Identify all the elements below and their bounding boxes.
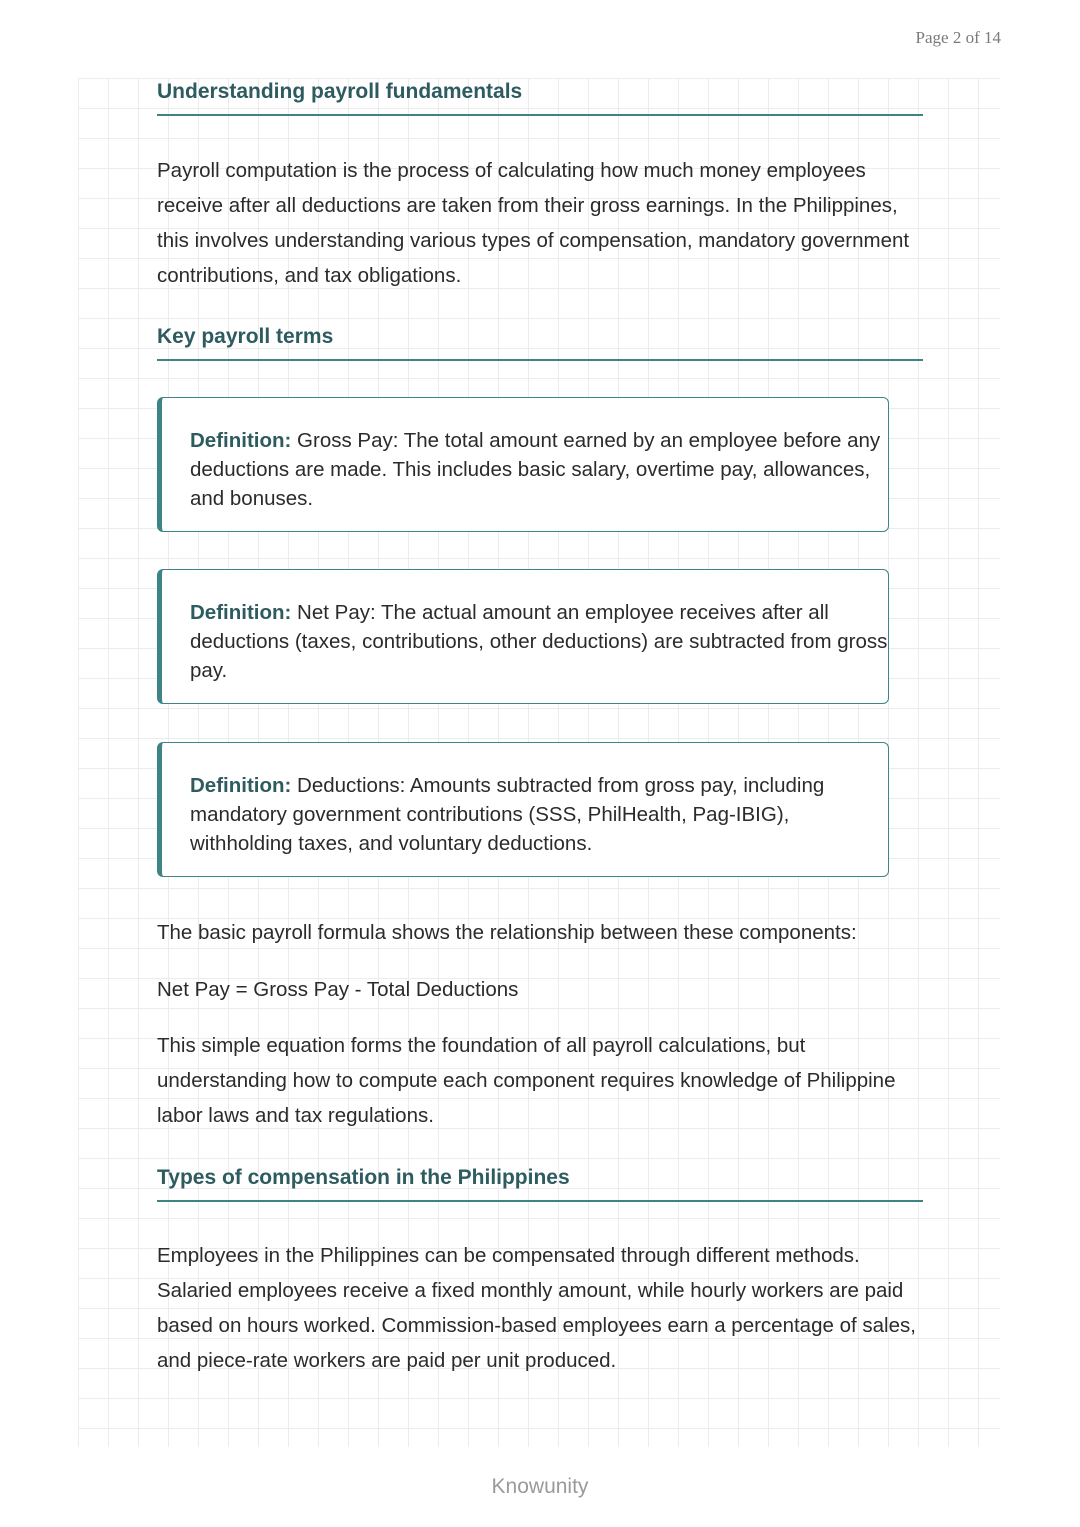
page-number: Page 2 of 14 bbox=[915, 28, 1001, 47]
definition-label: Definition: bbox=[190, 774, 292, 797]
definition-text: Deductions: Amounts subtracted from gross pay, including mandatory government contributions (SSS, PhilHealth, Pag-IBIG), withholding taxes, and voluntary deductions. bbox=[190, 774, 825, 855]
definition-box-net-pay bbox=[157, 569, 889, 704]
formula-note: This simple equation forms the foundation of all payroll calculations, but understanding how to compute each component requires knowledge of Philippine labor laws and tax regulations. bbox=[157, 1034, 896, 1127]
footer-brand: Knowunity bbox=[491, 1475, 589, 1498]
fundamentals-paragraph: Payroll computation is the process of calculating how much money employees receive after all deductions are taken from their gross earnings. In the Philippines, this involves understanding various types of compensation, mandatory government contributions, and tax obligations. bbox=[157, 159, 910, 287]
section-heading-fundamentals: Understanding payroll fundamentals bbox=[157, 80, 923, 116]
payroll-formula: Net Pay = Gross Pay - Total Deductions bbox=[157, 978, 519, 1001]
section-heading-key-terms: Key payroll terms bbox=[157, 325, 923, 361]
definition-box-deductions bbox=[157, 742, 889, 877]
compensation-paragraph: Employees in the Philippines can be compensated through different methods. Salaried employees receive a fixed monthly amount, while hourly workers are paid based on hours worked. Commission-based employees earn a percentage of sales, and piece-rate workers are paid per unit produced. bbox=[157, 1244, 916, 1372]
definition-text: Gross Pay: The total amount earned by an employee before any deductions are made. This includes basic salary, overtime pay, allowances, and bonuses. bbox=[190, 429, 881, 510]
definition-text: Net Pay: The actual amount an employee receives after all deductions (taxes, contributions, other deductions) are subtracted from gross pay. bbox=[190, 601, 888, 682]
definition-box-gross-pay bbox=[157, 397, 889, 532]
section-heading-compensation: Types of compensation in the Philippines bbox=[157, 1166, 923, 1202]
definition-label: Definition: bbox=[190, 601, 292, 624]
definition-label: Definition: bbox=[190, 429, 292, 452]
formula-intro: The basic payroll formula shows the relationship between these components: bbox=[157, 921, 857, 944]
